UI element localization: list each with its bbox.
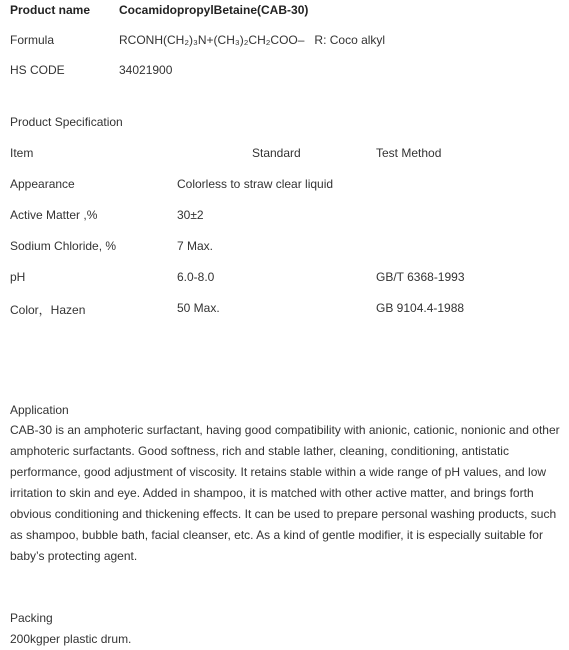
spec-row-item: pH — [10, 270, 26, 284]
formula-label: Formula — [10, 33, 55, 47]
spec-row-test-method: GB 9104.4-1988 — [376, 301, 465, 315]
spec-row-standard: 6.0-8.0 — [177, 270, 215, 284]
spec-row-standard: 50 Max. — [177, 301, 220, 315]
spec-row-item: Active Matter ,% — [10, 208, 98, 222]
spec-row-item: Sodium Chloride, % — [10, 239, 117, 253]
spec-row-standard: 7 Max. — [177, 239, 214, 253]
spec-row-standard: Colorless to straw clear liquid — [177, 177, 334, 191]
spec-row-standard: 30±2 — [177, 208, 204, 222]
packing-heading: Packing — [10, 611, 53, 625]
spec-row-item: Appearance — [10, 177, 75, 191]
spec-header-standard: Standard — [252, 146, 301, 160]
application-text: CAB-30 is an amphoteric surfactant, having good compatibility with anionic, cationic, nonionic and other amphoteric surfactants. Good softness, rich and stable lather, cleaning, conditioning, antistatic performance, good adjustment of viscosity. It retains stable within a wide range of pH values, and low irritation to skin and eye. Added in shampoo, it is matched with other active matter, and brings forth obvious conditioning and thickening effects. It can be used to prepare personal washing products, such as shampoo, bubble bath, facial cleanser, etc. As a kind of gentle modifier, it is especially suitable for baby’s protecting agent. — [10, 423, 560, 563]
spec-header-test-method: Test Method — [376, 146, 442, 160]
spec-row-item: Color，Hazen — [10, 303, 86, 317]
hs-code-value: 34021900 — [119, 63, 173, 77]
spec-row-test-method: GB/T 6368-1993 — [376, 270, 465, 284]
formula-value: RCONH(CH₂)₃N+(CH₃)₂CH₂COO– R: Coco alkyl — [119, 33, 386, 47]
product-name-value: CocamidopropylBetaine(CAB-30) — [119, 3, 309, 17]
application-heading: Application — [10, 403, 69, 417]
packing-text: 200kgper plastic drum. — [10, 632, 132, 646]
hs-code-label: HS CODE — [10, 63, 65, 77]
spec-heading: Product Specification — [10, 115, 123, 129]
spec-header-item: Item — [10, 146, 34, 160]
product-name-label: Product name — [10, 3, 91, 17]
